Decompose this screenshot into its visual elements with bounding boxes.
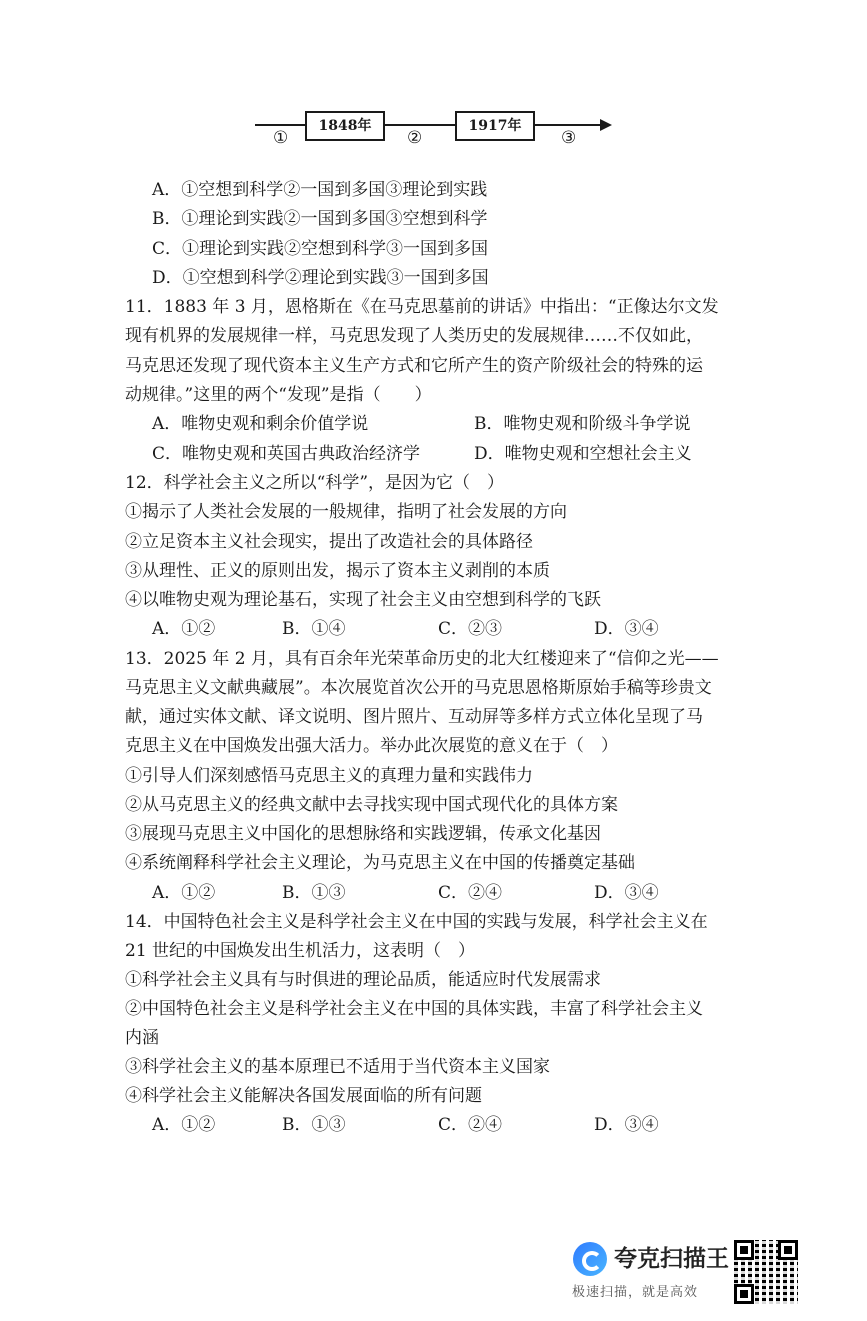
q14-statement-2: ②中国特色社会主义是科学社会主义在中国的具体实践，丰富了科学社会主义	[125, 999, 703, 1019]
watermark-subtitle: 极速扫描，就是高效	[572, 1285, 699, 1300]
q13-stem-line: 13．2025 年 2 月，具有百余年光荣革命历史的北大红楼迎来了“信仰之光——	[125, 649, 719, 669]
quark-logo-icon	[573, 1242, 607, 1276]
q14-stem-line: 14．中国特色社会主义是科学社会主义在中国的实践与发展，科学社会主义在	[125, 912, 708, 932]
q14-stem-line: 21 世纪的中国焕发出生机活力，这表明（ ）	[125, 941, 476, 961]
q11-option-d: D．唯物史观和空想社会主义	[474, 444, 692, 464]
q12-statement-3: ③从理性、正义的原则出发，揭示了资本主义剥削的本质	[125, 561, 550, 581]
q12-option-a: A．①②	[152, 619, 216, 639]
q12-option-d: D．③④	[594, 619, 659, 639]
q13-option-b: B．①③	[282, 883, 346, 903]
q10-option-b: B．①理论到实践②一国到多国③空想到科学	[152, 209, 488, 229]
q11-stem-line: 动规律。”这里的两个“发现”是指（ ）	[125, 385, 432, 405]
watermark-title: 夸克扫描王	[614, 1246, 729, 1272]
q14-statement-1: ①科学社会主义具有与时俱进的理论品质，能适应时代发展需求	[125, 970, 601, 990]
q13-option-d: D．③④	[594, 883, 659, 903]
q13-statement-2: ②从马克思主义的经典文献中去寻找实现中国式现代化的具体方案	[125, 795, 618, 815]
q14-statement-4: ④科学社会主义能解决各国发展面临的所有问题	[125, 1086, 482, 1106]
q13-stem-line: 克思主义在中国焕发出强大活力。举办此次展览的意义在于（ ）	[125, 736, 618, 756]
q11-stem-line: 现有机界的发展规律一样，马克思发现了人类历史的发展规律……不仅如此，	[125, 326, 703, 346]
q13-stem-line: 马克思主义文献典藏展”。本次展览首次公开的马克思恩格斯原始手稿等珍贵文	[125, 678, 712, 698]
timeline-diagram	[255, 108, 615, 148]
q13-stem-line: 献，通过实体文献、译文说明、图片照片、互动屏等多样方式立体化呈现了马	[125, 707, 703, 727]
q11-stem-line: 马克思还发现了现代资本主义生产方式和它所产生的资产阶级社会的特殊的运	[125, 356, 703, 376]
q14-option-b: B．①③	[282, 1115, 346, 1135]
q13-statement-4: ④系统阐释科学社会主义理论，为马克思主义在中国的传播奠定基础	[125, 853, 635, 873]
q12-option-c: C．②③	[438, 619, 503, 639]
qr-code-icon	[734, 1240, 798, 1304]
q12-statement-2: ②立足资本主义社会现实，提出了改造社会的具体路径	[125, 532, 533, 552]
q12-stem: 12．科学社会主义之所以“科学”，是因为它（ ）	[125, 473, 505, 493]
timeline-arrowhead	[600, 119, 612, 131]
q11-option-a: A．唯物史观和剩余价值学说	[152, 414, 369, 434]
q10-option-a: A．①空想到科学②一国到多国③理论到实践	[152, 180, 488, 200]
q11-option-b: B．唯物史观和阶级斗争学说	[474, 414, 691, 434]
q13-option-c: C．②④	[438, 883, 503, 903]
q14-option-c: C．②④	[438, 1115, 503, 1135]
q10-option-c: C．①理论到实践②空想到科学③一国到多国	[152, 239, 489, 259]
timeline-mark-3: ③	[561, 128, 577, 148]
q13-option-a: A．①②	[152, 883, 216, 903]
timeline-mark-1: ①	[273, 128, 289, 148]
q14-statement-2-cont: 内涵	[125, 1028, 159, 1048]
q12-statement-4: ④以唯物史观为理论基石，实现了社会主义由空想到科学的飞跃	[125, 590, 601, 610]
q14-option-a: A．①②	[152, 1115, 216, 1135]
q11-option-c: C．唯物史观和英国古典政治经济学	[152, 444, 421, 464]
q14-option-d: D．③④	[594, 1115, 659, 1135]
q13-statement-3: ③展现马克思主义中国化的思想脉络和实践逻辑，传承文化基因	[125, 824, 601, 844]
q13-statement-1: ①引导人们深刻感悟马克思主义的真理力量和实践伟力	[125, 766, 533, 786]
q10-option-d: D．①空想到科学②理论到实践③一国到多国	[152, 268, 489, 288]
timeline-box-1917: 1917年	[455, 111, 535, 141]
q11-stem-line: 11．1883 年 3 月，恩格斯在《在马克思墓前的讲话》中指出：“正像达尔文发	[125, 297, 719, 317]
q14-statement-3: ③科学社会主义的基本原理已不适用于当代资本主义国家	[125, 1057, 550, 1077]
timeline-box-1848: 1848年	[305, 111, 385, 141]
timeline-mark-2: ②	[407, 128, 423, 148]
q12-option-b: B．①④	[282, 619, 346, 639]
q12-statement-1: ①揭示了人类社会发展的一般规律，指明了社会发展的方向	[125, 502, 567, 522]
scanner-watermark	[568, 1240, 858, 1310]
